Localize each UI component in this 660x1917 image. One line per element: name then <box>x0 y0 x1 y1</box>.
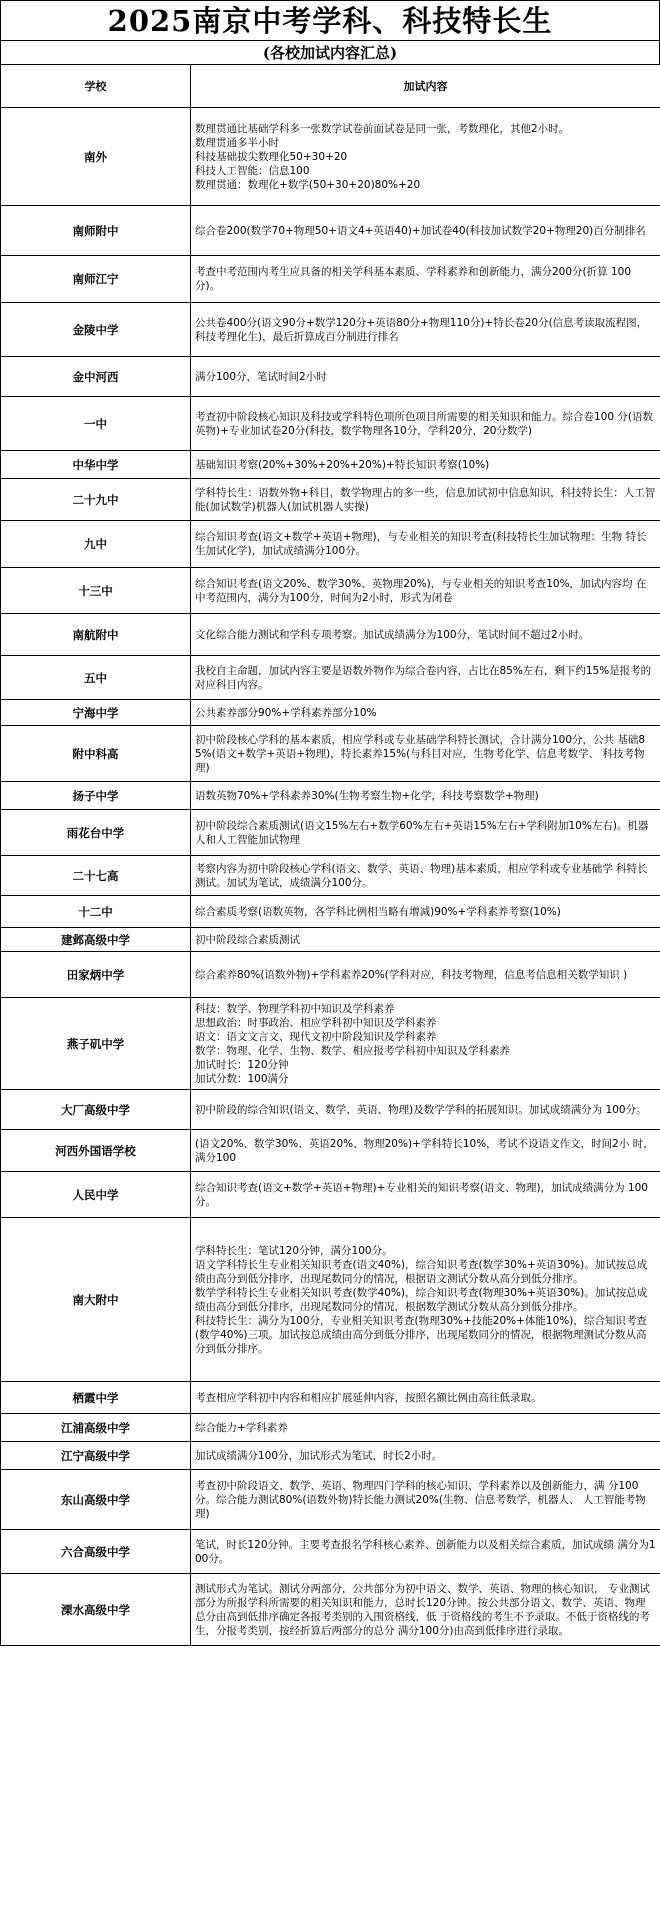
exam-content-line: 公共卷400分(语文90分+数学120分+英语80分+物理110分)+特长卷20分(信息考读取流程图，科技考理化生)，最后折算成百分制进行排名 <box>195 316 648 343</box>
table-row <box>1 1130 660 1172</box>
exam-content <box>191 397 660 451</box>
exam-content <box>191 1218 660 1382</box>
exam-content <box>191 1470 660 1530</box>
school-name: 南师江宁 <box>1 256 191 303</box>
exam-content-line: 加试分数：100满分 <box>195 1072 289 1085</box>
exam-table <box>0 64 660 1646</box>
exam-content-line: (语文20%、数学30%、英语20%、物理20%)+学科特长10%，考试不设语文作文，时间2小 时，满分100 <box>195 1137 654 1164</box>
table-row <box>1 1574 660 1646</box>
exam-content <box>191 256 660 303</box>
school-name: 东山高级中学 <box>1 1470 191 1530</box>
school-name: 南航附中 <box>1 614 191 656</box>
table-row <box>1 568 660 614</box>
column-header-content: 加试内容 <box>191 65 660 108</box>
school-name: 十三中 <box>1 568 191 614</box>
table-row <box>1 656 660 700</box>
exam-content <box>191 614 660 656</box>
exam-content <box>191 206 660 256</box>
table-row <box>1 726 660 782</box>
column-header-school: 学校 <box>1 65 191 108</box>
table-row <box>1 357 660 397</box>
table-row <box>1 810 660 856</box>
school-name: 南大附中 <box>1 1218 191 1382</box>
exam-content <box>191 1382 660 1414</box>
school-name: 人民中学 <box>1 1172 191 1218</box>
exam-content <box>191 896 660 928</box>
table-row <box>1 303 660 357</box>
school-name: 燕子矶中学 <box>1 998 191 1090</box>
exam-content-line: 文化综合能力测试和学科专项考察。加试成绩满分为100分，笔试时间不超过2小时。 <box>195 628 590 641</box>
exam-content-line: 语数英物70%+学科素养30%(生物考察生物+化学，科技考察数学+物理) <box>195 789 539 802</box>
exam-content-line: 初中阶段核心学科的基本素质，相应学科或专业基础学科特长测试，合计满分100分，公共 基础85%(语文+数学+英语+物理)，特长素养15%(与科目对应，生物考化学、信息考数学、 科技考物理) <box>195 733 646 774</box>
exam-content <box>191 1130 660 1172</box>
table-row <box>1 928 660 952</box>
exam-content-line: 测试形式为笔试。测试分两部分，公共部分为初中语文、数学、英语、物理的核心知识， 专业测试部分为所报学科所需要的相关知识和能力，总时长120分钟。按公共部分语文、数学、英语、物理总分由高到低排序确定各报考类别的入围资格线，低 于资格线的考生不予录取。不低于资格线的考生，分报考类别，按经折算后两部分的总分 满分100分)由高到低排序进行录取。 <box>195 1582 650 1637</box>
exam-content <box>191 700 660 726</box>
exam-content <box>191 810 660 856</box>
school-name: 六合高级中学 <box>1 1530 191 1574</box>
school-name: 扬子中学 <box>1 782 191 810</box>
exam-content-line: 我校自主命题，加试内容主要是语数外物作为综合卷内容，占比在85%左右，剩下约15%是报考的对应科目内容。 <box>195 664 652 691</box>
exam-content-line: 科技特长生：满分为100分，专业相关知识考查(物理30%+技能20%+体能10%)，综合知识考查(数学40%)三项。加试按总成绩由高分到低分排序，出现尾数同分的情况，根据物理测试分数从高分到低分排序。 <box>195 1314 647 1355</box>
table-row <box>1 614 660 656</box>
exam-content <box>191 1172 660 1218</box>
exam-content-line: 考查相应学科初中内容和相应扩展延伸内容，按照名额比例由高往低录取。 <box>195 1391 542 1404</box>
table-row <box>1 521 660 568</box>
school-name: 中华中学 <box>1 451 191 479</box>
exam-content-line: 语文学科特长生专业相关知识考查(语文40%)，综合知识考查(数学30%+英语30%)。加试按总成绩由高分到低分排序，出现尾数同分的情况，根据语文测试分数从高分到低分排序。 <box>195 1258 648 1285</box>
exam-content-line: 语文：语文文言文、现代文初中阶段知识及学科素养 <box>195 1030 437 1043</box>
school-name: 南师附中 <box>1 206 191 256</box>
exam-content <box>191 108 660 206</box>
school-name: 金中河西 <box>1 357 191 397</box>
table-row <box>1 256 660 303</box>
exam-content-line: 满分100分，笔试时间2小时 <box>195 370 327 383</box>
exam-content-line: 综合知识考查(语文+数学+英语+物理)+专业相关的知识考察(语文、物理)，加试成绩满分为 100分。 <box>195 1181 648 1208</box>
table-row <box>1 896 660 928</box>
table-row <box>1 479 660 521</box>
exam-content-line: 综合知识考查(语文20%、数学30%、英物理20%)，与专业相关的知识考查10%，加试内容均 在中考范围内，满分为100分，时间为2小时，形式为闭卷 <box>195 577 647 604</box>
school-name: 金陵中学 <box>1 303 191 357</box>
exam-content <box>191 1442 660 1470</box>
school-name: 五中 <box>1 656 191 700</box>
school-name: 南外 <box>1 108 191 206</box>
school-name: 栖霞中学 <box>1 1382 191 1414</box>
exam-content <box>191 479 660 521</box>
exam-content-line: 数理贯通比基础学科多一张数学试卷前面试卷是同一张，考数理化，其他2小时。 <box>195 122 570 135</box>
school-name: 二十七高 <box>1 856 191 896</box>
school-name: 十二中 <box>1 896 191 928</box>
exam-content-line: 科技基础拔尖数理化50+30+20 <box>195 150 348 163</box>
school-name: 溧水高级中学 <box>1 1574 191 1646</box>
exam-content-line: 考察内容为初中阶段核心学科(语文、数学、英语、物理)基本素质，相应学科或专业基础学 科特长测试。加试为笔试，成绩满分100分。 <box>195 862 648 889</box>
table-row <box>1 206 660 256</box>
exam-content-line: 考查初中阶段语文、数学、英语、物理四门学科的核心知识、学科素养以及创新能力，满 分100分。综合能力测试80%(语数外物)特长能力测试20%(生物、信息考数学，机器人、 人工智能考物理) <box>195 1479 646 1520</box>
table-row <box>1 1172 660 1218</box>
exam-content <box>191 451 660 479</box>
exam-content <box>191 521 660 568</box>
exam-content <box>191 856 660 896</box>
exam-content-line: 数学学科特长生专业相关知识考查(数学40%)，综合知识考查(物理30%+英语30%)。加试按总成绩由高分到低分排序，出现尾数同分的情况，根据数学测试分数从高分到低分排序。 <box>195 1286 648 1313</box>
school-name: 宁海中学 <box>1 700 191 726</box>
exam-content-line: 公共素养部分90%+学科素养部分10% <box>195 706 377 719</box>
school-name: 大厂高级中学 <box>1 1090 191 1130</box>
school-name: 江宁高级中学 <box>1 1442 191 1470</box>
school-name: 一中 <box>1 397 191 451</box>
exam-content-line: 初中阶段的综合知识(语文、数学、英语、物理)及数学学科的拓展知识。加试成绩满分为 100分。 <box>195 1103 647 1116</box>
exam-content-line: 笔试，时长120分钟。主要考查报名学科核心素养、创新能力以及相关综合素质，加试成绩 满分为100分。 <box>195 1538 656 1565</box>
exam-content-line: 初中阶段综合素质测试 <box>195 933 300 946</box>
exam-content <box>191 782 660 810</box>
school-name: 九中 <box>1 521 191 568</box>
table-row <box>1 1470 660 1530</box>
exam-content-line: 科技：数学、物理学科初中知识及学科素养 <box>195 1002 395 1015</box>
exam-content-line: 综合素质考察(语数英物，各学科比例相当略有增减)90%+学科素养考察(10%) <box>195 905 561 918</box>
exam-content <box>191 928 660 952</box>
school-name: 雨花台中学 <box>1 810 191 856</box>
table-row <box>1 1218 660 1382</box>
table-row <box>1 998 660 1090</box>
table-header-row <box>1 65 660 108</box>
exam-content-line: 数学：物理、化学、生物、数学、相应报考学科初中知识及学科素养 <box>195 1044 510 1057</box>
table-row <box>1 1414 660 1442</box>
table-body <box>1 108 660 1646</box>
table-row <box>1 1442 660 1470</box>
table-row <box>1 451 660 479</box>
exam-content <box>191 656 660 700</box>
exam-content-line: 科技人工智能：信息100 <box>195 164 310 177</box>
table-row <box>1 700 660 726</box>
exam-content-line: 基础知识考察(20%+30%+20%+20%)+特长知识考察(10%) <box>195 458 490 471</box>
exam-content <box>191 952 660 998</box>
exam-content <box>191 726 660 782</box>
exam-content <box>191 1530 660 1574</box>
exam-content-line: 考查初中阶段核心知识及科技或学科特色项所色项目所需要的相关知识和能力。综合卷100 分(语数英物)+专业加试卷20分(科技，数学物理各10分，学科20分，20分数学) <box>195 410 653 437</box>
exam-content-line: 初中阶段综合素质测试(语文15%左右+数学60%左右+英语15%左右+学科附加10%左右)。机器人和人工智能加试物理 <box>195 819 649 846</box>
exam-content <box>191 568 660 614</box>
school-name: 田家炳中学 <box>1 952 191 998</box>
exam-content-line: 综合能力+学科素养 <box>195 1421 288 1434</box>
exam-content-line: 数理贯通：数理化+数学(50+30+20)80%+20 <box>195 178 421 191</box>
exam-content-line: 加试成绩满分100分，加试形式为笔试，时长2小时。 <box>195 1449 443 1462</box>
table-row <box>1 856 660 896</box>
exam-content-line: 数理贯通多半小时 <box>195 136 279 149</box>
table-row <box>1 952 660 998</box>
school-name: 河西外国语学校 <box>1 1130 191 1172</box>
table-row <box>1 1530 660 1574</box>
school-name: 附中科高 <box>1 726 191 782</box>
exam-content-line: 综合素养80%(语数外物)+学科素养20%(学科对应，科技考物理，信息考信息相关数学知识 ) <box>195 968 628 981</box>
exam-content-line: 学科特长生：笔试120分钟，满分100分。 <box>195 1244 393 1257</box>
page-title: 2025南京中考学科、科技特长生 <box>0 0 660 40</box>
exam-content-line: 考查中考范围内考生应具备的相关学科基本素质、学科素养和创新能力，满分200分(折算 100分)。 <box>195 266 632 292</box>
table-row <box>1 108 660 206</box>
table-row <box>1 397 660 451</box>
table-row <box>1 782 660 810</box>
exam-content-line: 综合卷200(数学70+物理50+语文4+英语40)+加试卷40(科技加试数学20+物理20)百分制排名 <box>195 224 646 237</box>
exam-content <box>191 1414 660 1442</box>
exam-content <box>191 1090 660 1130</box>
exam-content <box>191 998 660 1090</box>
school-name: 江浦高级中学 <box>1 1414 191 1442</box>
exam-content-line: 综合知识考查(语文+数学+英语+物理)，与专业相关的知识考查(科技特长生加试物理：生物 特长生加试化学)，加试成绩满分100分。 <box>195 531 647 557</box>
school-name: 二十九中 <box>1 479 191 521</box>
exam-content <box>191 357 660 397</box>
school-name: 建邺高级中学 <box>1 928 191 952</box>
page-subtitle: (各校加试内容汇总) <box>0 40 660 64</box>
exam-content-line: 学科特长生：语数外物+科目，数学物理占的多一些，信息加试初中信息知识，科技特长生：人工智能(加试数学)机器人(加试机器人实操) <box>195 486 656 513</box>
exam-content-line: 思想政治：时事政治、相应学科初中知识及学科素养 <box>195 1016 437 1029</box>
table-row <box>1 1382 660 1414</box>
table-row <box>1 1090 660 1130</box>
exam-content-line: 加试时长：120分钟 <box>195 1058 289 1071</box>
exam-content <box>191 1574 660 1646</box>
exam-content <box>191 303 660 357</box>
